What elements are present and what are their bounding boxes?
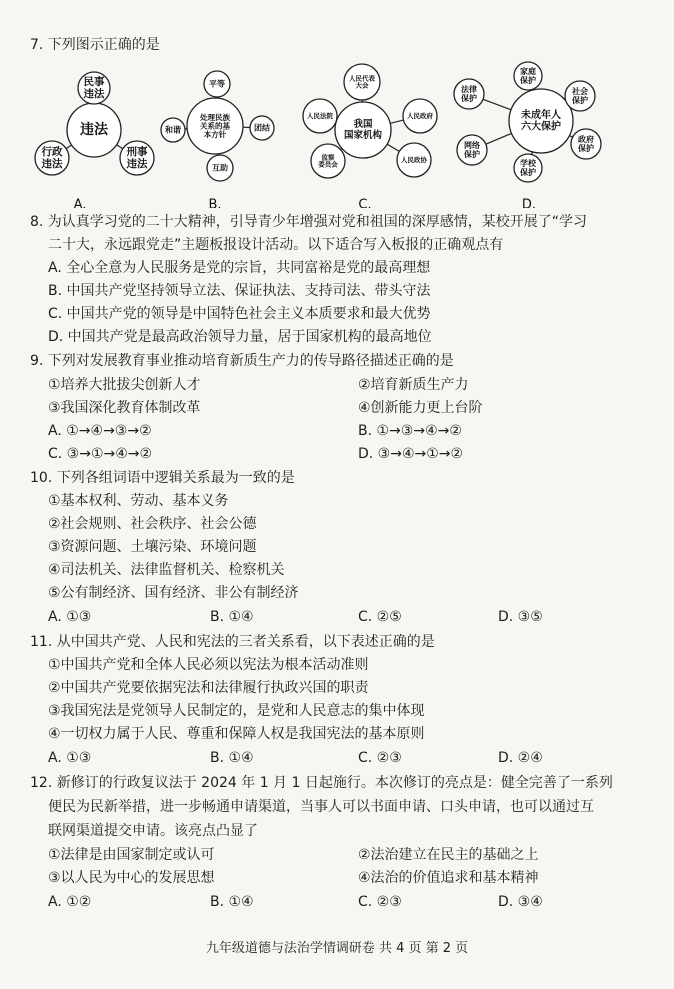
q7-option-label: D. (521, 197, 537, 208)
q10-option-d: D. ③⑤ (498, 609, 543, 625)
q7-node-label: 学校 (520, 158, 536, 168)
q7-connector-line (483, 99, 511, 109)
q7-node-label: 和谐 (165, 125, 181, 135)
q12-stem-line1: 12. 新修订的行政复议法于 2024 年 1 月 1 日起施行。本次修订的亮点是：健全完善了一系列 (30, 775, 613, 791)
q12-stem-line3: 联网渠道提交申请。该亮点凸显了 (48, 823, 258, 839)
q7-node-label: 保护 (461, 94, 477, 104)
q11-item-2: ②中国共产党要依据宪法和法律履行执政兴国的职责 (48, 680, 369, 696)
q9-item-1: ①培养大批拔尖创新人才 (48, 377, 201, 393)
q7-connector-line (486, 133, 512, 144)
q7-node-label: 人民代表 (349, 74, 375, 83)
q9-option-a: A. ①→④→③→② (48, 423, 152, 439)
q7-node-label: 民事 (83, 75, 105, 88)
q7-node-label: 团结 (254, 123, 270, 133)
q7-node-label: 人民政协 (401, 156, 427, 164)
q11-stem: 11. 从中国共产党、人民和宪法的三者关系看，以下表述正确的是 (30, 634, 435, 650)
q7-node-label: 违法 (41, 158, 63, 171)
q7-node-label: 人民政府 (407, 112, 433, 120)
q7-node-label: 行政 (41, 145, 63, 158)
q7-connector-line (390, 120, 403, 123)
q7-node-label: 刑事 (126, 145, 148, 158)
q11-item-1: ①中国共产党和全体人民必须以宪法为根本活动准则 (48, 657, 369, 673)
q7-node-label: 委员会 (318, 160, 338, 169)
q11-option-a: A. ①③ (48, 750, 92, 766)
q7-diagram-c (303, 64, 437, 208)
q12-item-2: ②法治建立在民主的基础之上 (358, 847, 539, 863)
q7-node-label: 保护 (520, 168, 536, 178)
q7-node-label: 社会 (572, 86, 588, 96)
q7-diagram-d (454, 62, 601, 208)
q7-option-label: A. (73, 197, 87, 208)
q10-stem: 10. 下列各组词语中逻辑关系最为一致的是 (30, 470, 295, 486)
q7-diagrams (0, 58, 674, 208)
q7-node-label: 政府 (578, 134, 594, 144)
q7-connector-line (66, 145, 71, 149)
q10-option-b: B. ①④ (210, 609, 254, 625)
q8-option-a: A. 全心全意为人民服务是党的宗旨，共同富裕是党的最高理想 (48, 260, 431, 276)
q11-option-c: C. ②③ (358, 750, 402, 766)
q7-node-label: 监察 (321, 153, 335, 162)
q11-item-4: ④一切权力属于人民、尊重和保障人权是我国宪法的基本原则 (48, 726, 425, 742)
q10-item-4: ④司法机关、法律监督机关、检察机关 (48, 562, 285, 578)
q11-option-d: D. ②④ (498, 750, 543, 766)
q10-option-c: C. ②⑤ (358, 609, 402, 625)
q9-option-b: B. ①→③→④→② (358, 423, 462, 439)
q7-center-label: 我国 (353, 119, 373, 131)
q12-item-1: ①法律是由国家制定或认可 (48, 847, 215, 863)
q11-option-b: B. ①④ (210, 750, 254, 766)
q7-option-label: B. (208, 197, 222, 208)
q7-node-label: 保护 (572, 96, 588, 106)
q11-item-3: ③我国宪法是党领导人民制定的，是党和人民意志的集中体现 (48, 703, 425, 719)
q7-node-label: 保护 (464, 150, 480, 160)
q7-connector-line (117, 145, 123, 149)
q7-center-label: 本方针 (203, 130, 227, 140)
q8-option-c: C. 中国共产党的领导是中国特色社会主义本质要求和最大优势 (48, 306, 431, 322)
q7-node-label: 平等 (209, 79, 225, 89)
q9-item-4: ④创新能力更上台阶 (358, 400, 483, 416)
q7-node-label: 违法 (126, 158, 148, 171)
q9-stem: 9. 下列对发展教育事业推动培育新质生产力的传导路径描述正确的是 (30, 353, 454, 369)
q7-connector-line (387, 144, 399, 151)
q7-node-label: 人民法院 (307, 112, 333, 120)
q10-item-1: ①基本权利、劳动、基本义务 (48, 493, 229, 509)
q7-node-label: 大会 (355, 81, 369, 90)
q7-node-label: 网络 (464, 140, 480, 150)
q7-diagram-a (35, 72, 154, 208)
q8-stem-line1: 8. 为认真学习党的二十大精神，引导青少年增强对党和祖国的深厚感情，某校开展了“学习 (30, 214, 588, 230)
q9-option-c: C. ③→①→④→② (48, 446, 153, 462)
q7-center-label: 国家机构 (343, 129, 383, 141)
q7-center-label: 六大保护 (521, 121, 561, 133)
q7-diagram-b (161, 71, 274, 208)
q9-item-3: ③我国深化教育体制改革 (48, 400, 201, 416)
q7-center-label: 未成年人 (521, 109, 561, 121)
q8-option-b: B. 中国共产党坚持领导立法、保证执法、支持司法、带头守法 (48, 283, 431, 299)
q12-item-3: ③以人民为中心的发展思想 (48, 870, 215, 886)
q7-center-label: 处理民族 (200, 112, 230, 122)
q7-node-label: 家庭 (520, 66, 536, 76)
q8-stem-line2: 二十大，永远跟党走”主题板报设计活动。以下适合写入板报的正确观点有 (48, 237, 504, 253)
q7-node-label: 保护 (578, 144, 594, 154)
q7-center-label: 违法 (80, 122, 108, 138)
q7-stem: 7. 下列图示正确的是 (30, 37, 160, 53)
q12-option-d: D. ③④ (498, 894, 543, 910)
q10-option-a: A. ①③ (48, 609, 92, 625)
q12-item-4: ④法治的价值追求和基本精神 (358, 870, 539, 886)
q7-node-label: 违法 (83, 88, 105, 101)
q12-stem-line2: 便民为民新举措，进一步畅通申请渠道，当事人可以书面申请、口头申请，也可以通过互 (48, 799, 594, 815)
page-footer: 九年级道德与法治学情调研卷 共 4 页 第 2 页 (205, 941, 469, 956)
q7-option-label: C. (358, 197, 372, 208)
q7-node-label: 互助 (212, 163, 228, 173)
q12-option-b: B. ①④ (210, 894, 254, 910)
q10-item-3: ③资源问题、土壤污染、环境问题 (48, 539, 257, 555)
q12-option-a: A. ①② (48, 894, 92, 910)
q7-center-label: 关系的基 (200, 121, 230, 131)
q9-item-2: ②培育新质生产力 (358, 377, 469, 393)
q9-option-d: D. ③→④→①→② (358, 446, 464, 462)
q8-option-d: D. 中国共产党是最高政治领导力量，居于国家机构的最高地位 (48, 329, 432, 345)
q10-item-2: ②社会规则、社会秩序、社会公德 (48, 516, 257, 532)
q7-node-label: 保护 (520, 76, 536, 86)
q7-node-label: 法律 (461, 84, 477, 94)
q10-item-5: ⑤公有制经济、国有经济、非公有制经济 (48, 585, 299, 601)
q12-option-c: C. ②③ (358, 894, 402, 910)
